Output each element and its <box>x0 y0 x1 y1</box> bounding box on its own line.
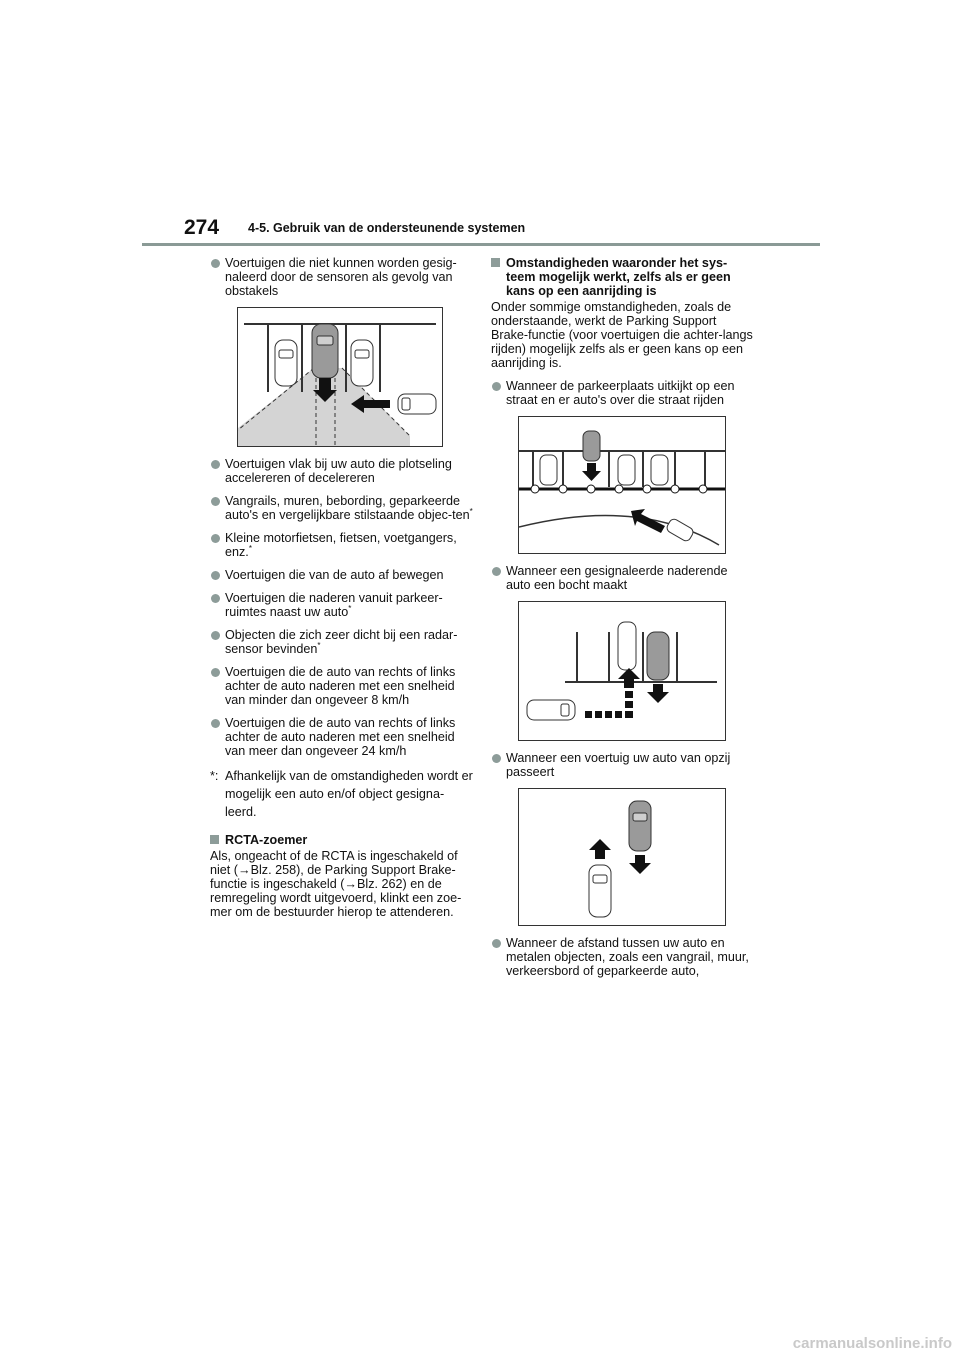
parked-car <box>618 622 636 670</box>
left-column <box>210 256 474 928</box>
own-car <box>647 632 669 680</box>
figure-passing-vehicle <box>518 788 726 926</box>
list-item: Voertuigen die de auto van rechts of links achter de auto naderen met een snelheid van meer dan ongeveer 24 km/h <box>210 716 474 758</box>
own-car <box>312 324 338 378</box>
diagram-passing <box>519 789 725 925</box>
passing-car <box>589 865 611 917</box>
list-item: Objecten die zich zeer dicht bij een radar-sensor bevinden* <box>210 628 474 656</box>
path-dashes <box>585 691 633 718</box>
list-item: Vangrails, muren, bebording, geparkeerde auto's en vergelijkbare stilstaande objec-ten* <box>210 494 474 522</box>
arrow-up-icon <box>589 839 611 859</box>
diagram-obstacles <box>238 308 442 446</box>
figure-turning-car <box>518 601 726 741</box>
right-column <box>491 256 755 987</box>
conditions-heading: Omstandigheden waaronder het sys-teem mogelijk werkt, zelfs als er geen kans op een aanrijding is <box>491 256 755 298</box>
parked-car <box>540 455 557 485</box>
diagram-turning <box>519 602 725 740</box>
figure-obstacle-sensors <box>237 307 443 447</box>
watermark: carmanualsonline.info <box>792 1335 952 1352</box>
list-item: Wanneer een voertuig uw auto van opzij passeert <box>491 751 755 779</box>
list-item: Voertuigen die naderen vanuit parkeer-ruimtes naast uw auto* <box>210 591 474 619</box>
approaching-car <box>665 517 695 542</box>
conditions-intro: Onder sommige omstandigheden, zoals de onderstaande, werkt de Parking Support Brake-functie (voor voertuigen die achter-langs rijden) mogelijk zelfs als er geen kans op een aanrijding is. <box>491 300 753 370</box>
list-item: Voertuigen die niet kunnen worden gesig-naleerd door de sensoren als gevolg van obstakels <box>210 256 474 298</box>
parked-car <box>275 340 297 386</box>
figure-street-traffic <box>518 416 726 554</box>
header-rule <box>142 243 820 246</box>
parked-car <box>651 455 668 485</box>
list-item: Voertuigen die de auto van rechts of links achter de auto naderen met een snelheid van minder dan ongeveer 8 km/h <box>210 665 474 707</box>
arrow-down-icon <box>629 855 651 874</box>
list-item: Wanneer de afstand tussen uw auto en metalen objecten, zoals een vangrail, muur, verkeersbord of geparkeerde auto, <box>491 936 755 978</box>
arrow-up-icon <box>618 668 640 688</box>
list-item: Wanneer een gesignaleerde naderende auto een bocht maakt <box>491 564 755 592</box>
section-title: 4-5. Gebruik van de ondersteunende systemen <box>248 221 526 235</box>
parked-car <box>351 340 373 386</box>
own-car <box>629 801 651 851</box>
own-car <box>583 431 600 461</box>
rcta-heading: RCTA-zoemer <box>210 833 474 847</box>
arrow-down-icon <box>647 684 669 703</box>
list-item: Kleine motorfietsen, fietsen, voetgangers, enz.* <box>210 531 474 559</box>
list-item: Wanneer de parkeerplaats uitkijkt op een straat en er auto's over die straat rijden <box>491 379 755 407</box>
list-item: Voertuigen die van de auto af bewegen <box>210 568 474 582</box>
arrow-down-icon <box>582 463 601 481</box>
footnote: *: Afhankelijk van de omstandigheden wordt er mogelijk een auto en/of object gesigna-leerd. <box>210 769 473 819</box>
parked-car <box>618 455 635 485</box>
list-item: Voertuigen vlak bij uw auto die plotseling accelereren of decelereren <box>210 457 474 485</box>
page-number: 274 <box>184 216 220 239</box>
diagram-street <box>519 417 725 553</box>
rcta-text: Als, ongeacht of de RCTA is ingeschakeld of niet (→Blz. 258), de Parking Support Brake-functie is ingeschakeld (→Blz. 262) en de remregeling wordt uitgevoerd, klinkt een zoe-mer om de bestuurder hierop te attenderen. <box>210 849 462 919</box>
